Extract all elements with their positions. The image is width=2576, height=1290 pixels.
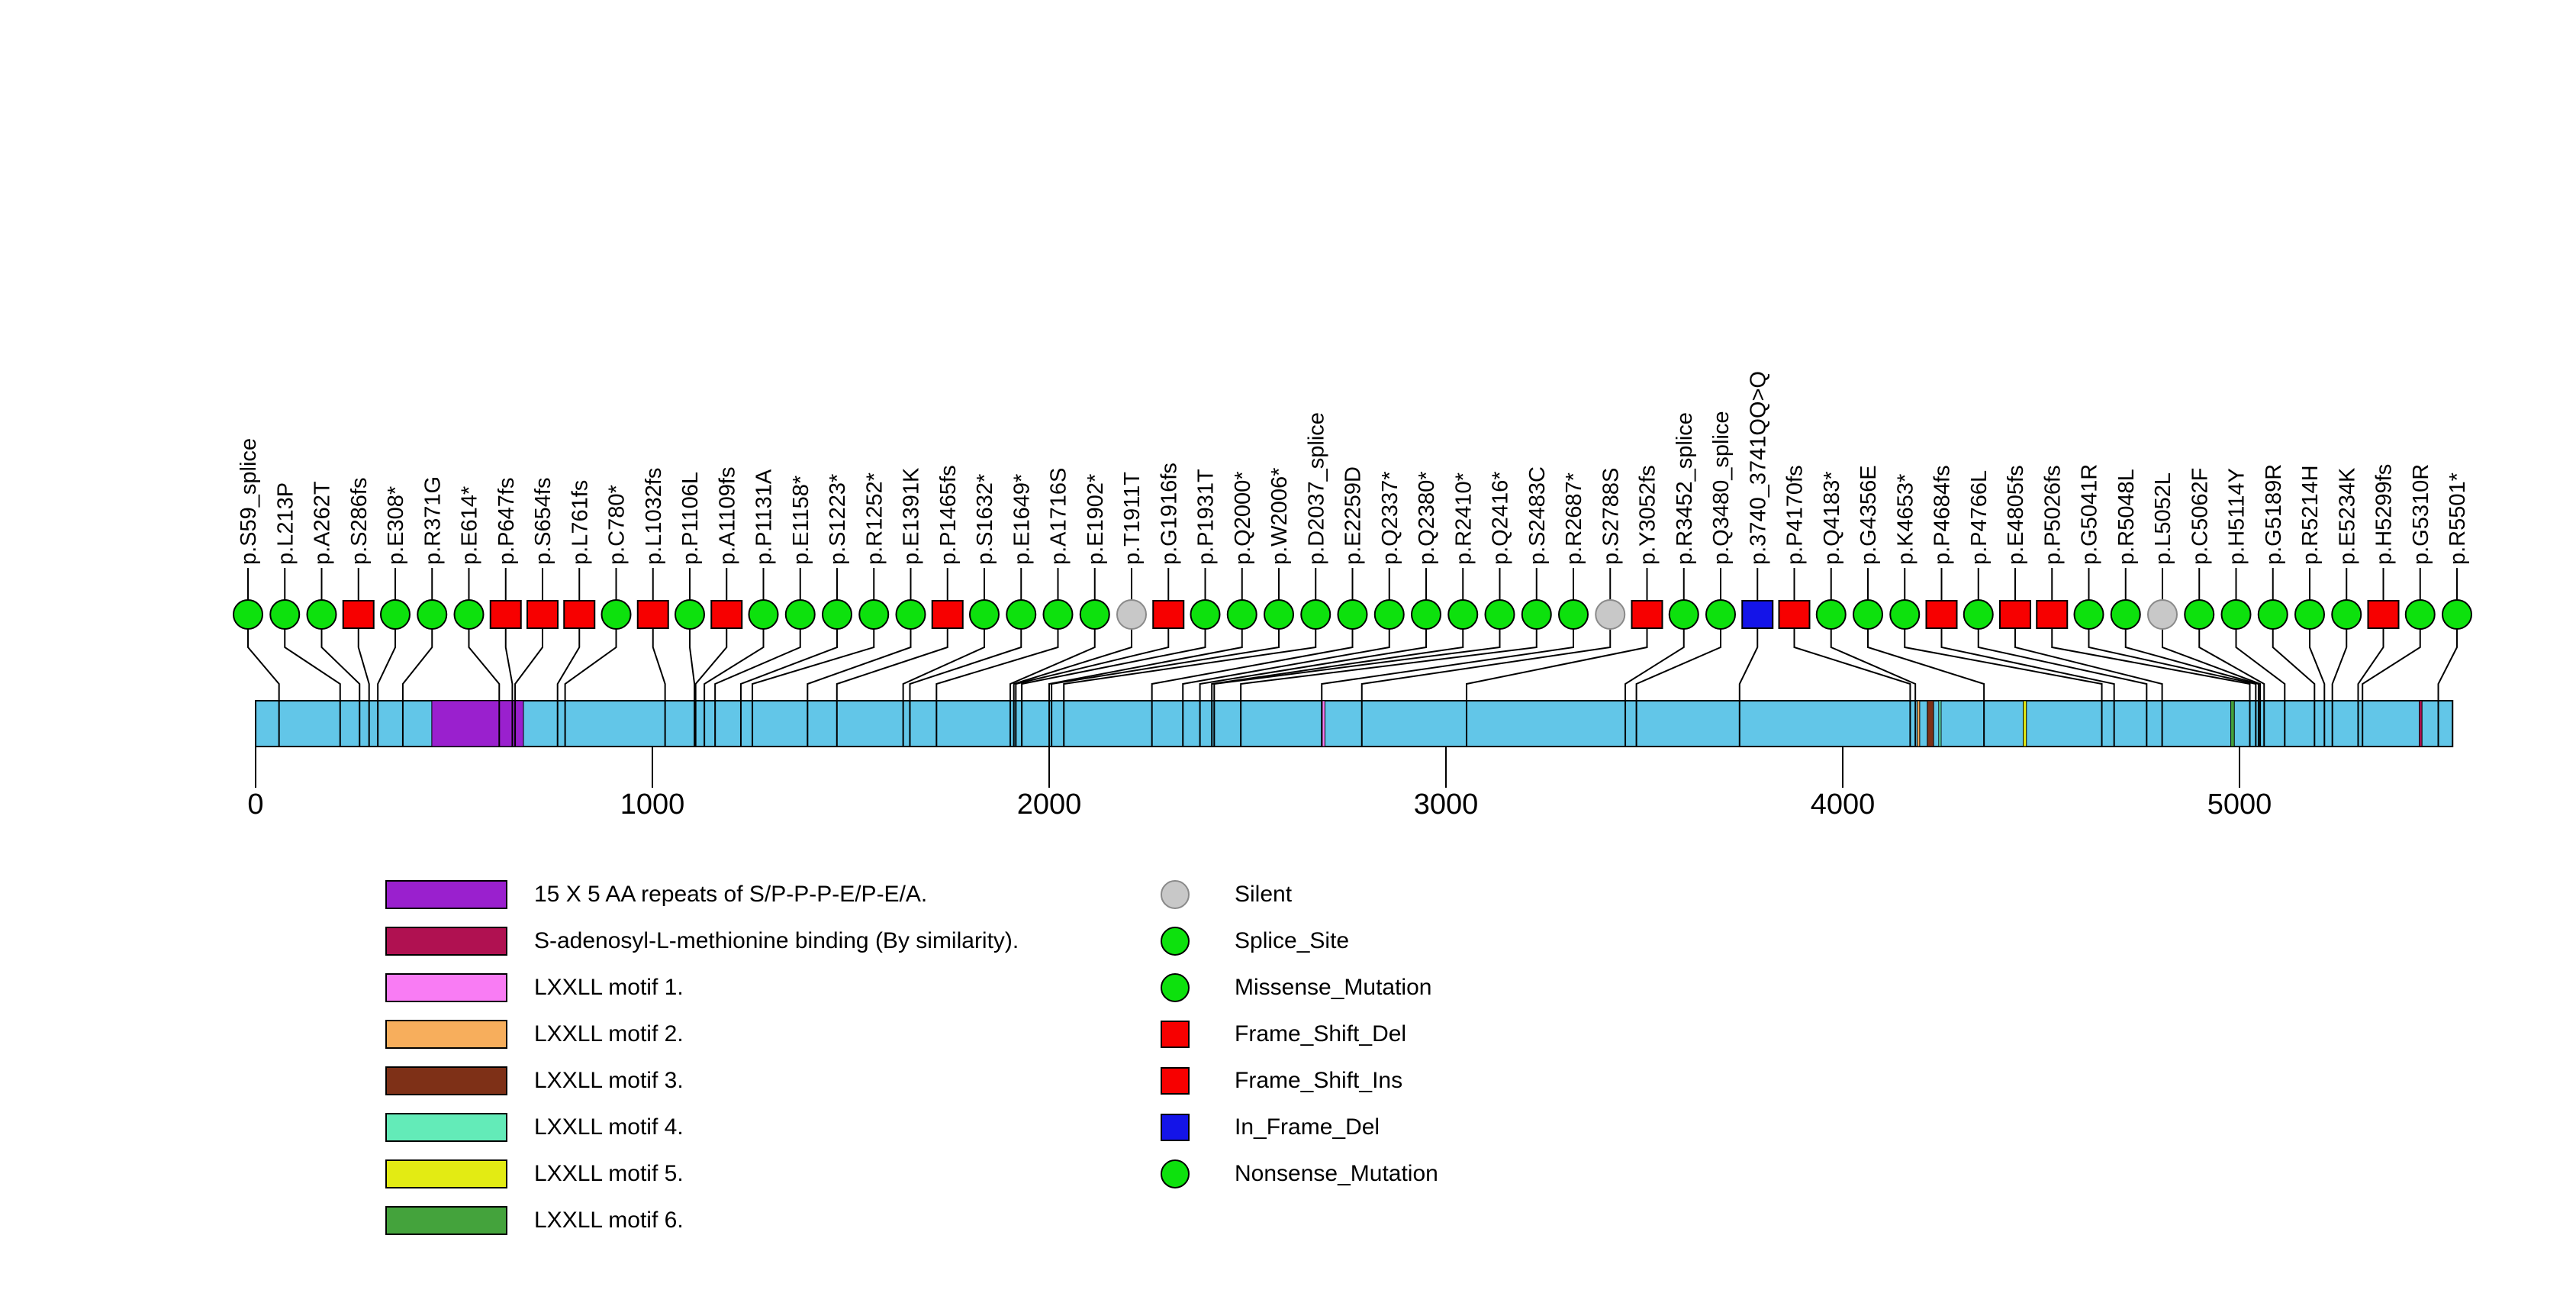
- mutation-label: p.L1032fs: [641, 467, 666, 565]
- legend-type-marker-box: [1160, 926, 1190, 956]
- mutation-marker-frameshift[interactable]: [932, 601, 963, 628]
- mutation-marker-missense[interactable]: [1964, 600, 1993, 629]
- mutation-marker-frameshift[interactable]: [1632, 601, 1663, 628]
- mutation-marker-nonsense[interactable]: [823, 600, 852, 629]
- mutation-label: p.R2410*: [1451, 472, 1476, 565]
- mutation-marker-splice[interactable]: [1706, 600, 1735, 629]
- legend-type-marker-box: [1160, 1066, 1190, 1096]
- mutation-marker-nonsense[interactable]: [859, 600, 888, 629]
- axis-tick-label: 2000: [1016, 789, 1082, 821]
- domain-color-swatch: [385, 1066, 507, 1095]
- domain-color-swatch: [385, 1206, 507, 1235]
- mutation-marker-frameshift[interactable]: [2000, 601, 2030, 628]
- legend-domain-row: [385, 1197, 1019, 1243]
- type-circle-marker: [1161, 927, 1190, 956]
- mutation-label: p.S59_splice: [237, 437, 261, 565]
- mutation-label: p.E1649*: [1009, 473, 1035, 565]
- legend-type-label: Splice_Site: [1235, 927, 1350, 953]
- axis-tick-label: 1000: [620, 789, 685, 821]
- mutation-marker-frameshift[interactable]: [711, 601, 742, 628]
- mutation-marker-missense[interactable]: [1853, 600, 1882, 629]
- mutation-marker-frameshift[interactable]: [491, 601, 521, 628]
- legend-domain-row: [385, 871, 1019, 918]
- mutation-label: p.G5310R: [2408, 463, 2433, 565]
- mutation-marker-missense[interactable]: [270, 600, 299, 629]
- legend-domain-label: LXXLL motif 2.: [534, 1021, 684, 1047]
- legend-type-row: [1160, 1011, 1438, 1057]
- mutation-label: p.P1465fs: [935, 465, 961, 565]
- mutation-marker-missense[interactable]: [308, 600, 336, 629]
- legend-domain-label: LXXLL motif 3.: [534, 1067, 684, 1093]
- mutation-marker-silent[interactable]: [1596, 600, 1624, 629]
- mutation-label: p.R5501*: [2446, 472, 2470, 565]
- mutation-label: p.S2483C: [1525, 466, 1550, 565]
- type-circle-marker: [1161, 880, 1190, 909]
- type-square-marker: [1161, 1021, 1190, 1048]
- mutation-label: p.E2259D: [1341, 466, 1366, 565]
- mutation-marker-nonsense[interactable]: [1228, 600, 1257, 629]
- mutation-marker-nonsense[interactable]: [2442, 600, 2471, 629]
- legend-domain-row: [385, 918, 1019, 964]
- mutation-marker-nonsense[interactable]: [1559, 600, 1588, 629]
- domain-segment-4: [1918, 701, 1920, 747]
- legend-type-row: [1160, 871, 1438, 918]
- axis-tick-label: 3000: [1413, 789, 1479, 821]
- mutation-label: p.P647fs: [494, 477, 519, 565]
- legend-type-label: Frame_Shift_Ins: [1235, 1067, 1403, 1093]
- mutation-label: p.W2006*: [1267, 467, 1292, 565]
- mutation-marker-frameshift[interactable]: [527, 601, 558, 628]
- mutation-marker-nonsense[interactable]: [970, 600, 999, 629]
- mutation-label: p.Q4183*: [1819, 471, 1844, 565]
- legend-type-marker-box: [1160, 879, 1190, 910]
- mutation-label: p.P4766L: [1966, 469, 1992, 565]
- mutation-marker-splice[interactable]: [1301, 600, 1330, 629]
- mutation-marker-nonsense[interactable]: [455, 600, 484, 629]
- mutation-label: p.S2788S: [1599, 467, 1624, 565]
- legend-type-marker-box: [1160, 1019, 1190, 1050]
- mutation-label: p.R2687*: [1562, 472, 1586, 565]
- mutation-label: p.C780*: [604, 485, 630, 565]
- mutation-marker-splice[interactable]: [1670, 600, 1699, 629]
- protein-bar: [256, 701, 2452, 747]
- domain-segment-6: [1939, 701, 1941, 747]
- domain-segment-2: [2420, 701, 2423, 747]
- mutation-label: p.P4170fs: [1782, 465, 1808, 565]
- legend-domain-label: LXXLL motif 4.: [534, 1114, 684, 1140]
- domain-color-swatch: [385, 1113, 507, 1142]
- legend-domain-row: [385, 964, 1019, 1011]
- mutation-marker-nonsense[interactable]: [381, 600, 410, 629]
- mutation-marker-missense[interactable]: [1044, 600, 1073, 629]
- mutation-marker-missense[interactable]: [749, 600, 778, 629]
- mutation-marker-missense[interactable]: [675, 600, 704, 629]
- legend-domain-row: [385, 1057, 1019, 1104]
- mutation-label: p.P4684fs: [1930, 465, 1955, 565]
- mutation-label: p.E5234K: [2335, 467, 2360, 565]
- domain-segment-3: [1322, 701, 1325, 747]
- legend-domain-row: [385, 1150, 1019, 1197]
- mutation-label: p.A1716S: [1046, 467, 1071, 565]
- mutation-marker-missense[interactable]: [2295, 600, 2324, 629]
- axis-tick-label: 5000: [2207, 789, 2272, 821]
- mutation-label: p.G5041R: [2077, 463, 2102, 565]
- mutation-marker-nonsense[interactable]: [1080, 600, 1109, 629]
- legend-type-marker-box: [1160, 1112, 1190, 1143]
- mutation-marker-missense[interactable]: [2259, 600, 2288, 629]
- legend-type-marker-box: [1160, 972, 1190, 1003]
- mutation-marker-nonsense[interactable]: [1890, 600, 1919, 629]
- mutation-marker-frameshift[interactable]: [564, 601, 594, 628]
- mutation-marker-missense[interactable]: [2111, 600, 2140, 629]
- legend-domain-label: LXXLL motif 1.: [534, 974, 684, 1000]
- mutation-label: p.G1916fs: [1157, 463, 1182, 565]
- domain-color-swatch: [385, 880, 507, 909]
- mutation-marker-silent[interactable]: [2148, 600, 2177, 629]
- mutation-marker-nonsense[interactable]: [1817, 600, 1846, 629]
- mutation-label: p.3740_3741QQ>Q: [1746, 371, 1771, 565]
- mutation-label: p.Q2416*: [1488, 471, 1513, 565]
- legend-domains: [385, 871, 1019, 1243]
- mutation-label: p.S654fs: [531, 477, 555, 565]
- legend-type-row: [1160, 1104, 1438, 1150]
- mutation-label: p.L761fs: [568, 479, 593, 565]
- legend-mutation-types: [1160, 871, 1438, 1197]
- mutation-label: p.P1106L: [678, 471, 703, 565]
- mutation-label: p.K4653*: [1893, 473, 1918, 565]
- mutation-marker-frameshift[interactable]: [2037, 601, 2067, 628]
- legend-domain-row: [385, 1011, 1019, 1057]
- mutation-marker-missense[interactable]: [1191, 600, 1220, 629]
- type-circle-marker: [1161, 973, 1190, 1002]
- mutation-marker-missense[interactable]: [2185, 600, 2214, 629]
- mutation-label: p.P1931T: [1193, 469, 1219, 565]
- mutation-label: p.E614*: [457, 485, 482, 565]
- mutation-marker-nonsense[interactable]: [602, 600, 631, 629]
- domain-color-swatch: [385, 973, 507, 1002]
- mutation-marker-frameshift[interactable]: [638, 601, 668, 628]
- mutation-label: p.Y3052fs: [1635, 465, 1660, 565]
- mutation-marker-missense[interactable]: [1338, 600, 1367, 629]
- mutation-label: p.R5048L: [2114, 469, 2139, 565]
- mutation-label: p.L5052L: [2151, 472, 2175, 565]
- type-square-marker: [1161, 1114, 1190, 1141]
- mutation-label: p.G5189R: [2261, 463, 2286, 565]
- mutation-marker-nonsense[interactable]: [1264, 600, 1293, 629]
- mutation-marker-nonsense[interactable]: [1375, 600, 1404, 629]
- axis-tick-label: 4000: [1810, 789, 1876, 821]
- mutation-marker-frameshift[interactable]: [2368, 601, 2399, 628]
- mutation-label: p.C5062F: [2188, 467, 2213, 565]
- mutation-label: p.Q2337*: [1377, 471, 1402, 565]
- mutation-marker-nonsense[interactable]: [1412, 600, 1441, 629]
- mutation-marker-missense[interactable]: [2406, 600, 2435, 629]
- mutation-marker-nonsense[interactable]: [1486, 600, 1515, 629]
- mutation-marker-frameshift[interactable]: [1927, 601, 1957, 628]
- domain-color-swatch: [385, 927, 507, 956]
- mutation-label: p.P1131A: [752, 469, 777, 565]
- mutation-marker-missense[interactable]: [2075, 600, 2104, 629]
- mutation-label: p.P5026fs: [2040, 465, 2066, 565]
- type-square-marker: [1161, 1067, 1190, 1095]
- mutation-label: p.R3452_splice: [1672, 412, 1697, 565]
- legend-type-row: [1160, 964, 1438, 1011]
- mutation-marker-frameshift[interactable]: [1153, 601, 1183, 628]
- legend-type-label: Nonsense_Mutation: [1235, 1160, 1438, 1186]
- legend-type-row: [1160, 918, 1438, 964]
- mutation-marker-silent[interactable]: [1117, 600, 1146, 629]
- mutation-label: p.E4805fs: [2004, 465, 2028, 565]
- legend-domain-row: [385, 1104, 1019, 1150]
- mutation-label: p.A262T: [310, 481, 335, 565]
- mutation-label: p.E1158*: [788, 475, 813, 565]
- domain-segment-7: [2024, 701, 2027, 747]
- mutation-marker-nonsense[interactable]: [1448, 600, 1477, 629]
- mutation-label: p.R371G: [420, 476, 446, 565]
- domain-segment-8: [2231, 701, 2235, 747]
- mutation-label: p.R1252*: [862, 472, 887, 565]
- mutation-marker-missense[interactable]: [2332, 600, 2361, 629]
- mutation-label: p.Q3480_splice: [1709, 411, 1734, 565]
- mutation-marker-missense[interactable]: [417, 600, 446, 629]
- legend-domain-label: 15 X 5 AA repeats of S/P-P-P-E/P-E/A.: [534, 881, 928, 907]
- mutation-marker-frameshift[interactable]: [1779, 601, 1810, 628]
- domain-segment-1: [432, 701, 523, 747]
- mutation-label: p.L213P: [273, 482, 298, 565]
- domain-color-swatch: [385, 1020, 507, 1049]
- mutation-marker-inframe[interactable]: [1742, 601, 1773, 628]
- legend-domain-label: LXXLL motif 5.: [534, 1160, 684, 1186]
- mutation-label: p.S1632*: [973, 473, 997, 565]
- mutation-label: p.D2037_splice: [1304, 412, 1329, 565]
- mutation-label: p.R5214H: [2298, 465, 2323, 565]
- type-circle-marker: [1161, 1159, 1190, 1188]
- mutation-marker-missense[interactable]: [897, 600, 926, 629]
- mutation-label: p.E308*: [384, 485, 408, 565]
- mutation-marker-splice[interactable]: [233, 600, 262, 629]
- legend-domain-label: S-adenosyl-L-methionine binding (By similarity).: [534, 927, 1019, 953]
- mutation-marker-missense[interactable]: [1522, 600, 1551, 629]
- mutation-marker-missense[interactable]: [2222, 600, 2251, 629]
- legend-type-row: [1160, 1150, 1438, 1197]
- mutation-marker-frameshift[interactable]: [343, 601, 374, 628]
- mutation-label: p.G4356E: [1856, 465, 1881, 565]
- legend-type-label: Missense_Mutation: [1235, 974, 1432, 1000]
- legend-type-row: [1160, 1057, 1438, 1104]
- mutation-label: p.Q2380*: [1415, 471, 1439, 565]
- legend-type-marker-box: [1160, 1159, 1190, 1189]
- legend-type-label: Frame_Shift_Del: [1235, 1021, 1407, 1047]
- mutation-label: p.T1911T: [1120, 472, 1145, 565]
- legend-domain-label: LXXLL motif 6.: [534, 1207, 684, 1233]
- mutation-label: p.H5299fs: [2372, 463, 2397, 565]
- mutation-label: p.Q2000*: [1230, 471, 1255, 565]
- legend-type-label: Silent: [1235, 881, 1293, 907]
- domain-color-swatch: [385, 1159, 507, 1188]
- legend-type-label: In_Frame_Del: [1235, 1114, 1380, 1140]
- mutation-marker-nonsense[interactable]: [1006, 600, 1035, 629]
- domain-segment-5: [1927, 701, 1934, 747]
- mutation-label: p.A1109fs: [715, 466, 740, 565]
- mutation-label: p.H5114Y: [2224, 468, 2249, 565]
- mutation-label: p.S286fs: [346, 477, 372, 565]
- mutation-label: p.S1223*: [826, 473, 850, 565]
- axis-tick-label: 0: [247, 789, 264, 821]
- mutation-label: p.E1902*: [1083, 473, 1108, 565]
- mutation-label: p.E1391K: [899, 467, 924, 565]
- mutation-marker-nonsense[interactable]: [786, 600, 815, 629]
